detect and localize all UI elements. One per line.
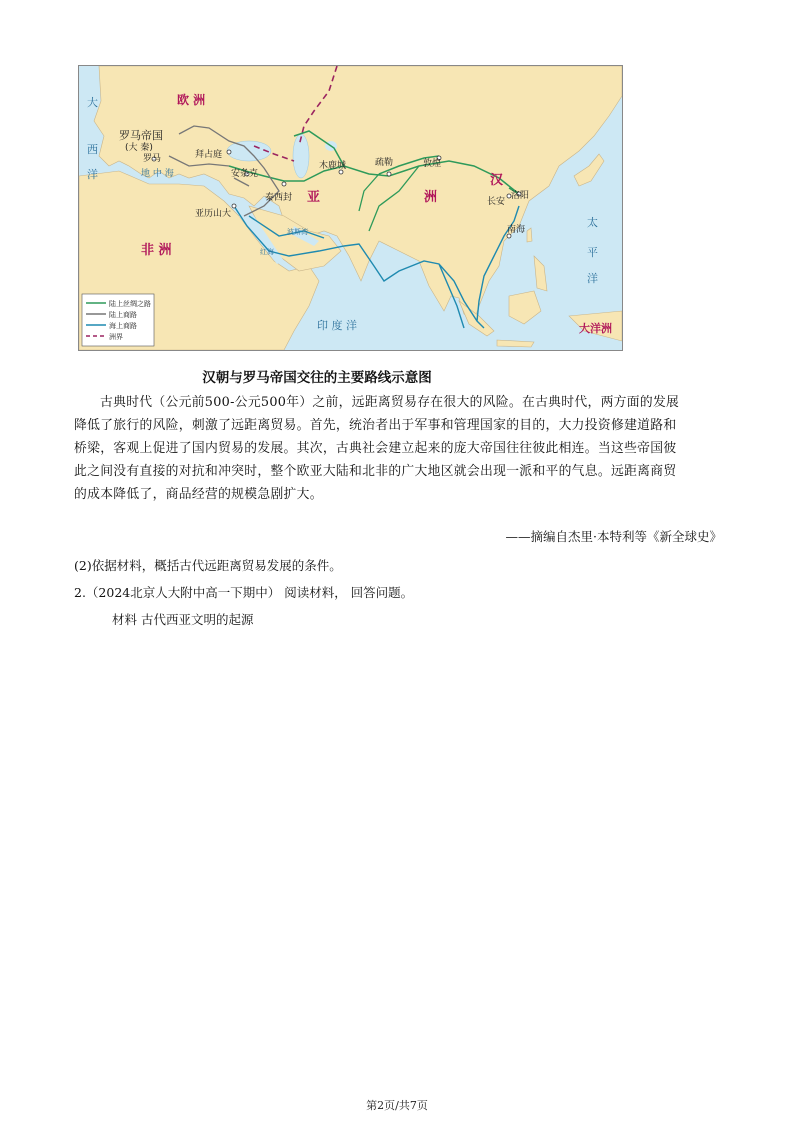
legend-land-route: 陆上商路: [109, 311, 137, 319]
taiwan-land: [527, 228, 532, 242]
label-pacific-2: 平: [587, 246, 598, 259]
label-han: 汉: [490, 173, 504, 188]
label-nanhai: 南海: [507, 225, 526, 235]
label-africa: 非 洲: [141, 243, 172, 258]
label-atlantic-3: 洋: [87, 168, 98, 181]
label-oceania: 大洋洲: [579, 322, 612, 335]
material-paragraph: [74, 391, 724, 506]
label-dunhuang: 敦煌: [423, 159, 442, 169]
page-footer: 第2页/共7页: [366, 1099, 428, 1112]
label-indian-ocean: 印 度 洋: [317, 319, 357, 332]
question-next: 2.（2024北京人大附中高一下期中） 阅读材料， 回答问题。: [74, 585, 414, 600]
label-alexandria: 亚历山大: [195, 209, 232, 219]
paragraph-line-2: 降低了旅行的风险，刺激了远距离贸易。首先，统治者出于军事和管理国家的目的，大力投资修建道路和: [74, 418, 677, 433]
paragraph-line-3: 桥梁，客观上促进了国内贸易的发展。其次，古典社会建立起来的庞大帝国往往彼此相连。当这些帝国彼: [74, 441, 677, 456]
label-atlantic-1: 大: [87, 96, 98, 109]
legend-silk-road: 陆上丝绸之路: [109, 300, 151, 308]
label-kashgar: 疏勒: [375, 158, 394, 168]
label-byzantium: 拜占庭: [195, 150, 223, 160]
label-asia-2: 洲: [424, 190, 438, 205]
label-pacific-1: 太: [587, 216, 598, 229]
label-asia-1: 亚: [307, 190, 321, 205]
label-merv: 木鹿城: [319, 161, 347, 171]
label-ctesiphon: 泰西封: [265, 193, 293, 203]
label-luoyang: 洛阳: [511, 191, 530, 201]
label-mediterranean: 地 中 海: [141, 169, 174, 179]
legend-sea-route: 海上商路: [109, 322, 137, 330]
paragraph-line-5: 的成本降低了，商品经营的规模急剧扩大。: [74, 487, 323, 502]
legend-boundary: 洲界: [109, 333, 123, 341]
map-legend: [82, 294, 154, 346]
map-svg: [79, 66, 622, 350]
source-citation: ——摘编自杰里·本特利等《新全球史》: [505, 529, 722, 544]
map-caption: 汉朝与罗马帝国交往的主要路线示意图: [202, 370, 432, 386]
label-rome: 罗马: [143, 154, 162, 164]
label-red-sea: 红海: [260, 248, 274, 256]
label-persian-gulf: 波斯湾: [287, 228, 308, 236]
label-atlantic-2: 西: [87, 143, 98, 156]
paragraph-line-1: [74, 391, 724, 414]
label-pacific-3: 洋: [587, 272, 598, 285]
silk-road-map: [78, 65, 623, 351]
label-antioch: 安条克: [231, 169, 259, 179]
label-europe: 欧 洲: [177, 93, 206, 107]
material-title: 材料 古代西亚文明的起源: [112, 612, 254, 627]
label-rome-empire: 罗马帝国: [119, 129, 163, 142]
paragraph-line-1-text: 古典时代（公元前500-公元500年）之前，远距离贸易存在很大的风险。在古典时代，两方面的发展: [100, 395, 680, 410]
question-2-sub: (2)依据材料，概括古代远距离贸易发展的条件。: [74, 558, 342, 573]
paragraph-line-4: 此之间没有直接的对抗和冲突时，整个欧亚大陆和北非的广大地区就会出现一派和平的气息。远距离商贸: [74, 464, 677, 479]
label-changan: 长安: [487, 197, 506, 207]
label-daqin: (大 秦): [125, 143, 153, 153]
